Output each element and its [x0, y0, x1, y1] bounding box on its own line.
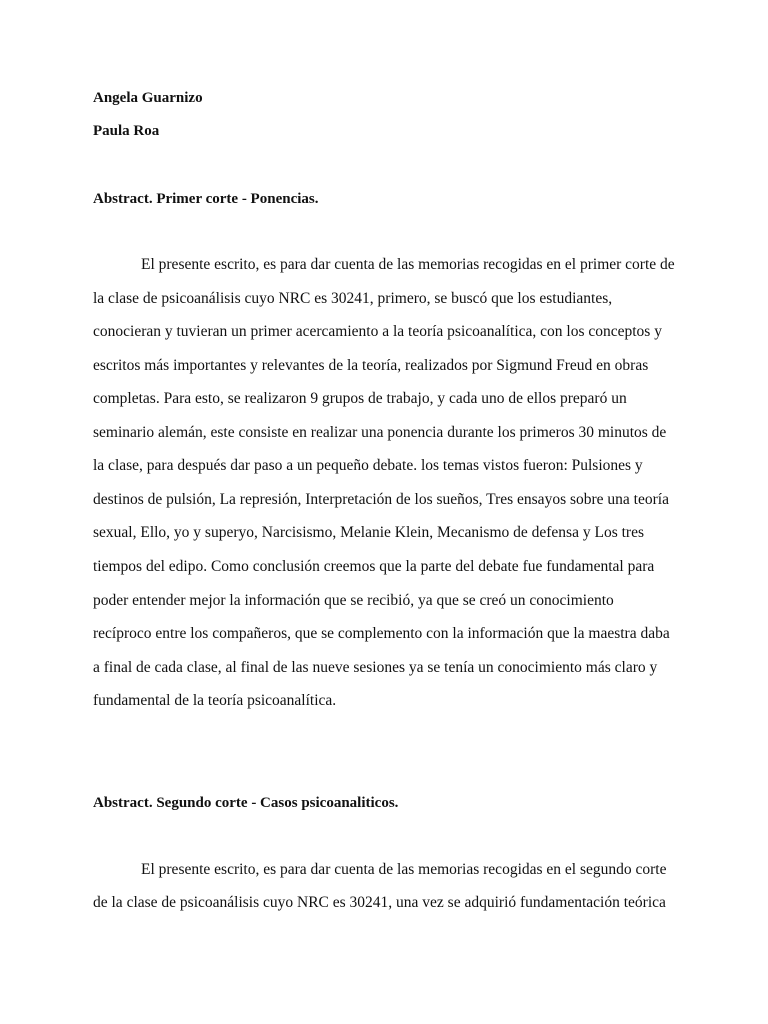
paragraph-line: escritos más importantes y relevantes de la teoría, realizados por Sigmund Freud en obras	[93, 357, 649, 374]
paragraph-line: El presente escrito, es para dar cuenta de las memorias recogidas en el primer corte de	[141, 256, 675, 273]
paragraph-line: completas. Para esto, se realizaron 9 grupos de trabajo, y cada uno de ellos preparó un	[93, 390, 627, 407]
paragraph-line: fundamental de la teoría psicoanalítica.	[93, 692, 337, 709]
author-name: Paula Roa	[93, 123, 160, 139]
section-heading: Abstract. Primer corte - Ponencias.	[93, 191, 319, 207]
paragraph-line: a final de cada clase, al final de las nueve sesiones ya se tenía un conocimiento más claro y	[93, 659, 658, 676]
paragraph-line: conocieran y tuvieran un primer acercamiento a la teoría psicoanalítica, con los conceptos y	[93, 323, 662, 340]
paragraph-line: sexual, Ello, yo y superyo, Narcisismo, Melanie Klein, Mecanismo de defensa y Los tres	[93, 524, 644, 541]
paragraph-line: tiempos del edipo. Como conclusión creemos que la parte del debate fue fundamental para	[93, 558, 655, 575]
author-name: Angela Guarnizo	[93, 90, 203, 106]
paragraph-line: recíproco entre los compañeros, que se complemento con la información que la maestra daba	[93, 625, 670, 642]
paragraph-line: de la clase de psicoanálisis cuyo NRC es 30241, una vez se adquirió fundamentación teórica	[93, 894, 666, 911]
paragraph-line: la clase, para después dar paso a un pequeño debate. los temas vistos fueron: Pulsiones y	[93, 457, 643, 474]
section-heading: Abstract. Segundo corte - Casos psicoanaliticos.	[93, 795, 399, 811]
paragraph-line: la clase de psicoanálisis cuyo NRC es 30241, primero, se buscó que los estudiantes,	[93, 290, 613, 307]
paragraph-line: destinos de pulsión, La represión, Interpretación de los sueños, Tres ensayos sobre una teoría	[93, 491, 669, 508]
paragraph-line: poder entender mejor la información que se recibió, ya que se creó un conocimiento	[93, 592, 614, 609]
paragraph-line: seminario alemán, este consiste en realizar una ponencia durante los primeros 30 minutos de	[93, 424, 667, 441]
paragraph-line: El presente escrito, es para dar cuenta de las memorias recogidas en el segundo corte	[141, 861, 667, 878]
